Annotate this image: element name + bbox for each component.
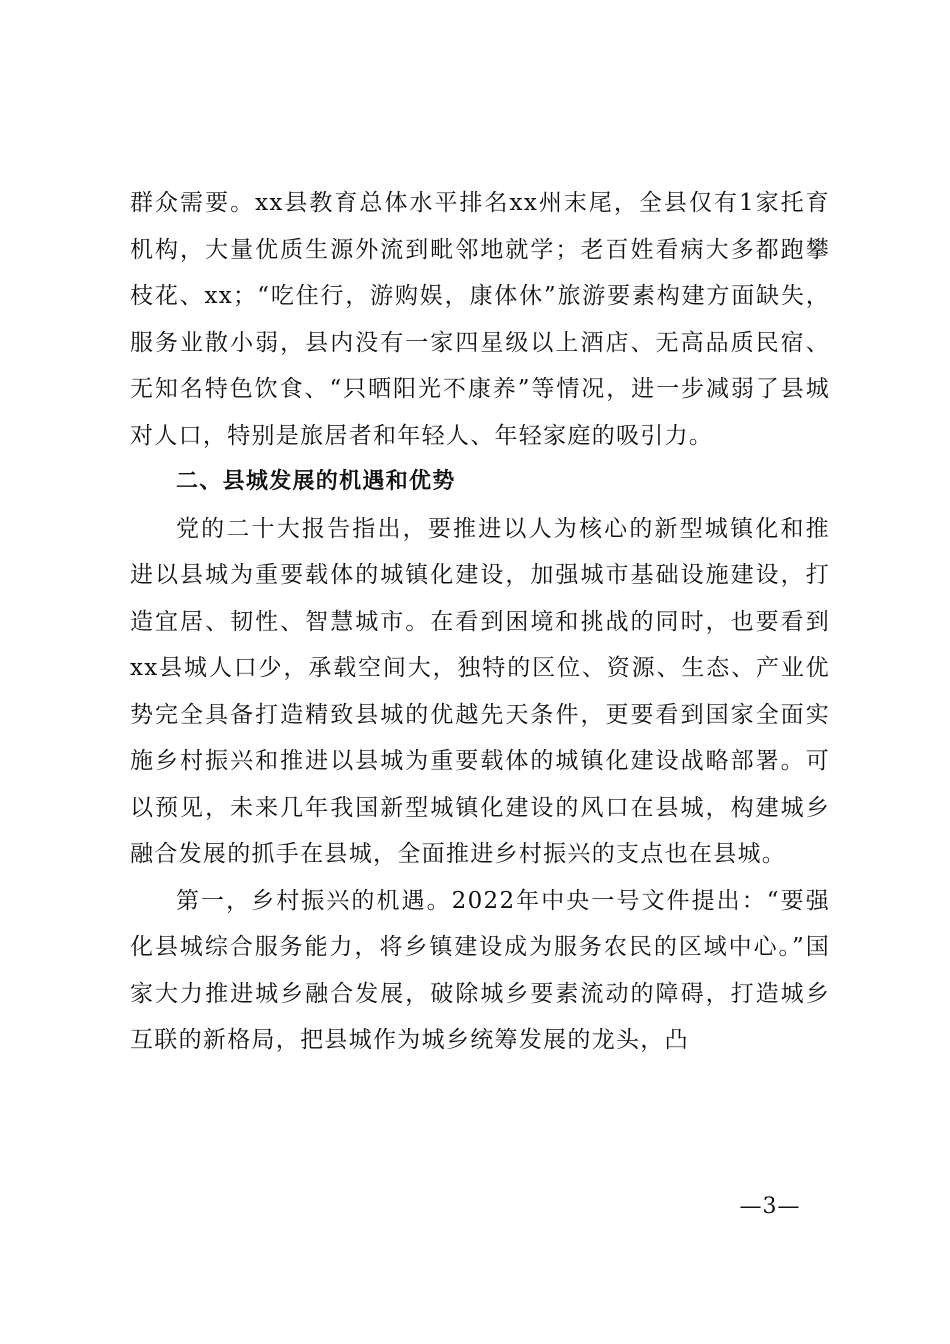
body-paragraph-2: 党的二十大报告指出，要推进以人为核心的新型城镇化和推进以县城为重要载体的城镇化建设，加强城市基础设施建设，打造宜居、韧性、智慧城市。在看到困境和挑战的同时，也要看到xx县城人口少，承载空间大，独特的区位、资源、生态、产业优势完全具备打造精致县城的优越先天条件，更要看到国家全面实施乡村振兴和推进以县城为重要载体的城镇化建设战略部署。可以预见，未来几年我国新型城镇化建设的风口在县城，构建城乡融合发展的抓手在县城，全面推进乡村振兴的支点也在县城。 [130,515,830,867]
body-paragraph-3: 第一，乡村振兴的机遇。2022年中央一号文件提出：“要强化县城综合服务能力，将乡镇建设成为服务农民的区域中心。”国家大力推进城乡融合发展，破除城乡要素流动的障碍，打造城乡互联的新格局，把县城作为城乡统筹发展的龙头，凸 [130,887,830,1053]
section-heading: 二、县城发展的机遇和优势 [176,469,456,494]
page-number: —3— [739,1194,801,1219]
body-paragraph-1: 群众需要。xx县教育总体水平排名xx州末尾，全县仅有1家托育机构，大量优质生源外流到毗邻地就学；老百姓看病大多都跑攀枝花、xx；“吃住行，游购娱，康体休”旅游要素构建方面缺失，服务业散小弱，县内没有一家四星级以上酒店、无高品质民宿、无知名特色饮食、“只晒阳光不康养”等情况，进一步减弱了县城对人口，特别是旅居者和年轻人、年轻家庭的吸引力。 [130,190,830,449]
document-body [130,180,830,1064]
